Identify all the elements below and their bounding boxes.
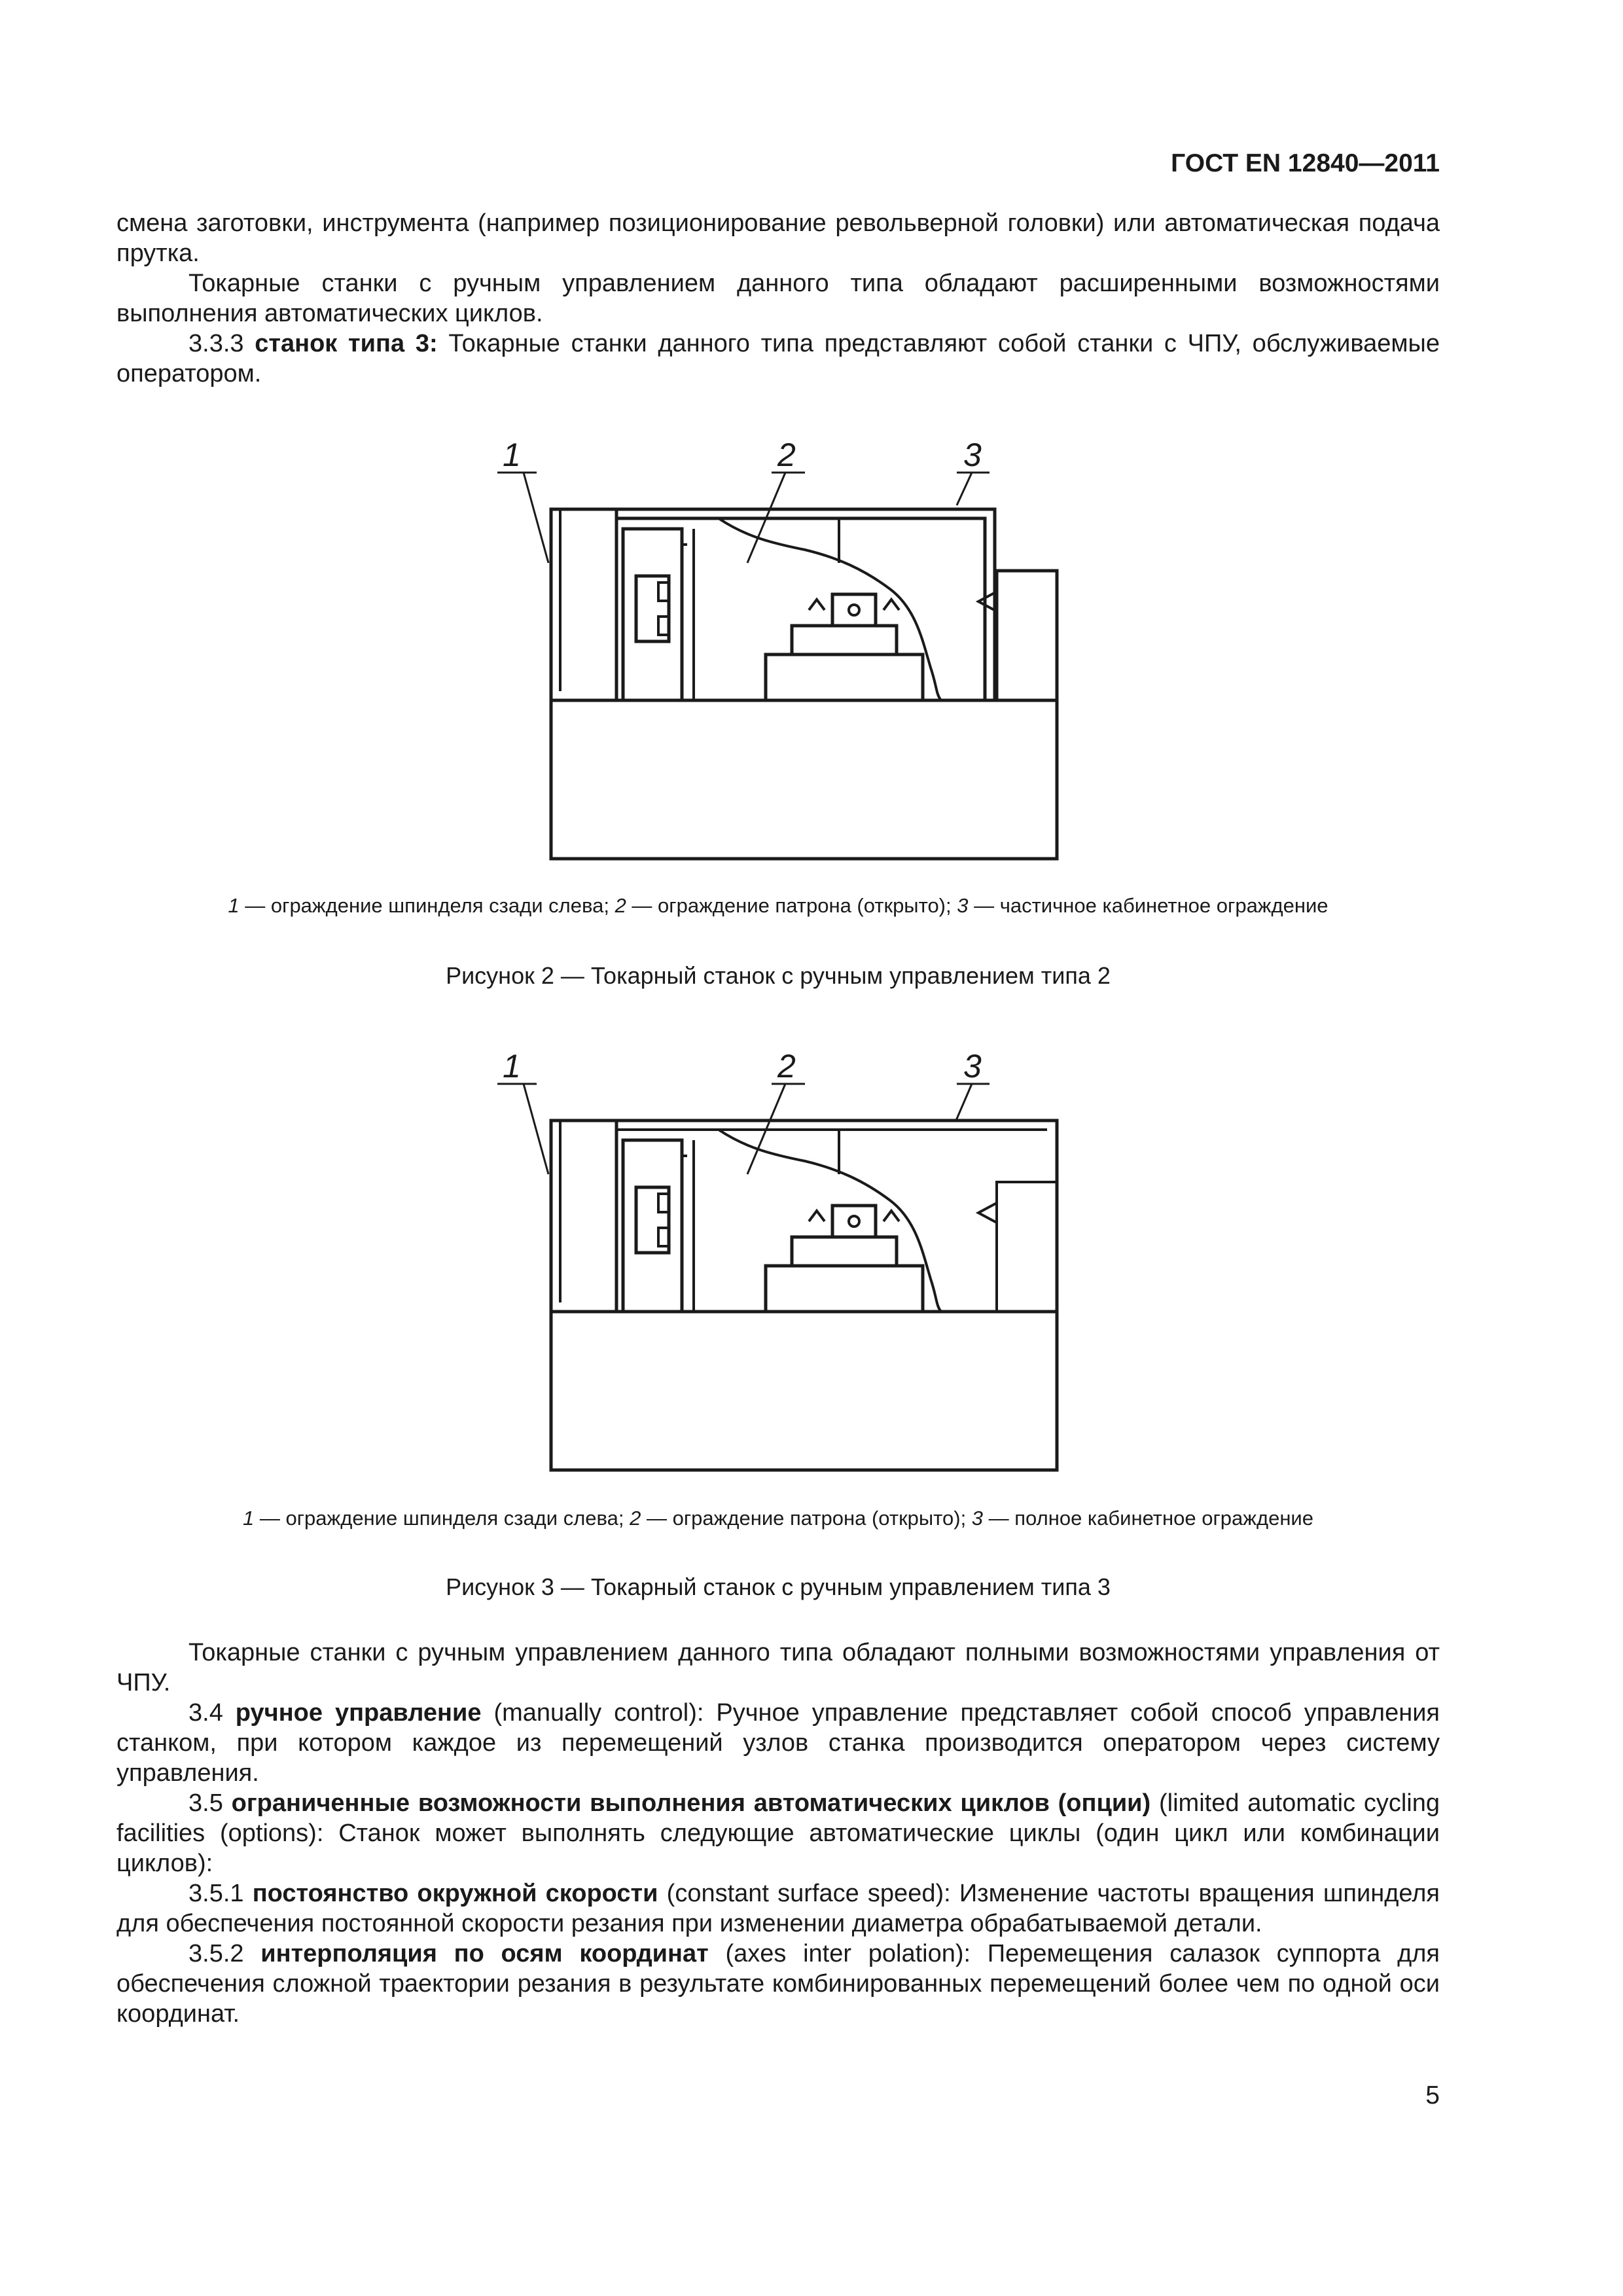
tailstock	[997, 571, 1057, 700]
clause-number: 3.5.1	[188, 1880, 244, 1907]
cross-slide	[792, 626, 897, 655]
callout-2: 2	[777, 1048, 796, 1085]
tool-left	[809, 1211, 825, 1221]
leader-3	[957, 473, 972, 505]
callout-2: 2	[777, 437, 796, 473]
clause-term: станок типа 3:	[255, 330, 438, 357]
clause-term: постоянство окружной скорости	[252, 1880, 658, 1907]
tailstock	[997, 1182, 1057, 1312]
clause-number: 3.5.2	[188, 1940, 244, 1967]
machine-bed	[551, 700, 1057, 859]
carriage-base	[766, 1266, 923, 1312]
toolpost	[832, 594, 876, 626]
leader-3	[955, 1084, 972, 1122]
paragraph-extended-capabilities: Токарные станки с ручным управлением данного типа обладают расширенными возможностями выполнения автоматических циклов.	[116, 270, 1440, 327]
figure-3-legend: 1 — ограждение шпинделя сзади слева; 2 — ограждение патрона (открыто); 3 — полное кабинетное ограждение	[242, 1507, 1313, 1530]
tool-right	[883, 1211, 899, 1221]
clause-number: 3.3.3	[188, 330, 244, 357]
chuck	[636, 576, 669, 641]
chuck-guard-2	[623, 1140, 682, 1312]
callout-1: 1	[503, 437, 521, 473]
page-number: 5	[1425, 2081, 1440, 2109]
callout-3: 3	[963, 437, 982, 473]
clause-text: (manually control): Ручное управление представляет собой способ управления станком, при котором каждое из перемещений узлов станка производится оператором через систему управления.	[116, 1699, 1440, 1787]
tailstock-center	[978, 1203, 997, 1223]
document-header: ГОСТ EN 12840—2011	[1171, 149, 1440, 177]
clause-term: интерполяция по осям координат	[260, 1940, 709, 1967]
paragraph-3-5-1	[116, 1878, 1440, 1939]
leader-1	[524, 1084, 548, 1174]
cabinet-guard-3-inner	[616, 518, 985, 700]
figure-2-legend: 1 — ограждение шпинделя сзади слева; 2 — ограждение патрона (открыто); 3 — частичное кабинетное ограждение	[228, 894, 1329, 917]
break-line	[719, 518, 941, 700]
cross-slide	[792, 1237, 897, 1266]
figure-2-drawing	[497, 432, 1086, 877]
figure-3-drawing	[497, 1043, 1086, 1488]
toolpost	[832, 1206, 876, 1237]
cabinet-guard-3	[616, 509, 995, 700]
clause-text: (constant surface speed): Изменение частоты вращения шпинделя для обеспечения постоянной скорости резания при изменении диаметра обрабатываемой детали.	[116, 1880, 1440, 1937]
clause-number: 3.5	[188, 1789, 223, 1817]
callout-3: 3	[963, 1048, 982, 1085]
carriage-base	[766, 655, 923, 700]
toolpost-bolt	[849, 1216, 859, 1227]
clause-number: 3.4	[188, 1699, 223, 1727]
clause-text: (limited automatic cycling facilities (options): Станок может выполнять следующие автоматические циклы (один цикл или комбинации циклов):	[116, 1789, 1440, 1877]
figure-3-caption: Рисунок 3 — Токарный станок с ручным управлением типа 3	[446, 1573, 1111, 1600]
paragraph-full-cnc: Токарные станки с ручным управлением данного типа обладают полными возможностями управления от ЧПУ.	[116, 1639, 1440, 1696]
paragraph-continuation: смена заготовки, инструмента (например позиционирование револьверной головки) или автоматическая подача прутка.	[116, 209, 1440, 267]
paragraph-3-5	[116, 1788, 1440, 1878]
clause-text: (axes inter polation): Перемещения салазок суппорта для обеспечения сложной траектории резания в результате комбинированных перемещений более чем по одной оси координат.	[116, 1940, 1440, 2028]
machine-bed	[551, 1312, 1057, 1470]
paragraph-3-3-3	[116, 329, 1440, 389]
clause-text: Токарные станки данного типа представляют собой станки с ЧПУ, обслуживаемые оператором.	[116, 330, 1440, 387]
break-line	[719, 1130, 941, 1312]
chuck-guard-2	[623, 529, 682, 700]
clause-term: ручное управление	[235, 1699, 482, 1727]
figure-2-caption: Рисунок 2 — Токарный станок с ручным управлением типа 2	[446, 962, 1111, 989]
tool-left	[809, 600, 825, 610]
paragraph-3-5-2	[116, 1939, 1440, 2029]
tool-right	[883, 600, 899, 610]
toolpost-bolt	[849, 605, 859, 615]
callout-1: 1	[503, 1048, 521, 1085]
text-block-bottom	[116, 1638, 1440, 2029]
text-block-top	[116, 208, 1440, 389]
chuck	[636, 1187, 669, 1253]
leader-1	[524, 473, 548, 563]
paragraph-3-4	[116, 1698, 1440, 1788]
clause-term: ограниченные возможности выполнения автоматических циклов (опции)	[231, 1789, 1151, 1817]
